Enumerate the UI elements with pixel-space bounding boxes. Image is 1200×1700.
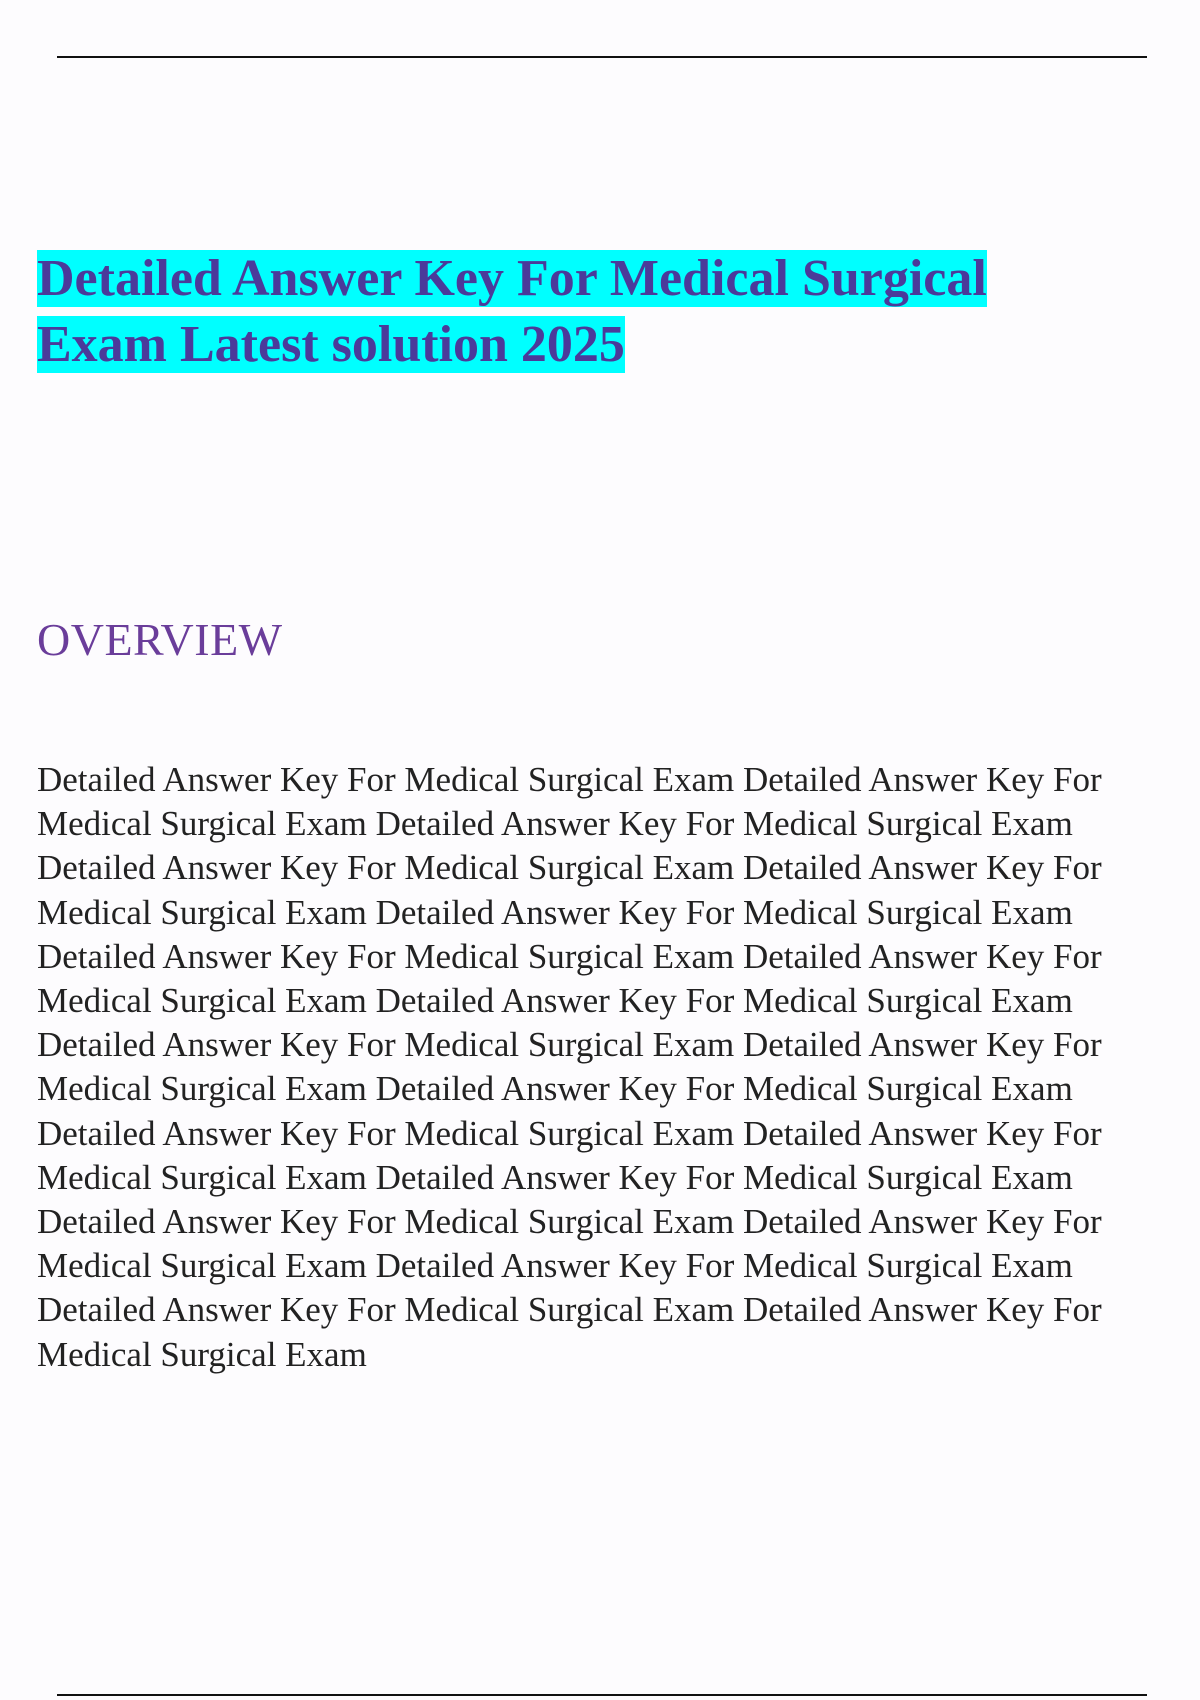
bottom-rule <box>57 1694 1147 1696</box>
document-title <box>37 246 1157 378</box>
top-rule <box>57 56 1147 58</box>
title-line-1: Detailed Answer Key For Medical Surgical <box>37 250 987 307</box>
overview-body-text: Detailed Answer Key For Medical Surgical Exam Detailed Answer Key For Medical Surgical Exam Detailed Answer Key For Medical Surgical Exam Detailed Answer Key For Medical Surgical Exam Detailed Answer Key For Medical Surgical Exam Detailed Answer Key For Medical Surgical Exam Detailed Answer Key For Medical Surgical Exam Detailed Answer Key For Medical Surgical Exam Detailed Answer Key For Medical Surgical Exam Detailed Answer Key For Medical Surgical Exam Detailed Answer Key For Medical Surgical Exam Detailed Answer Key For Medical Surgical Exam Detailed Answer Key For Medical Surgical Exam Detailed Answer Key For Medical Surgical Exam Detailed Answer Key For Medical Surgical Exam Detailed Answer Key For Medical Surgical Exam Detailed Answer Key For Medical Surgical Exam Detailed Answer Key For Medical Surgical Exam Detailed Answer Key For Medical Surgical Exam Detailed Answer Key For Medical Surgical Exam <box>37 760 1102 1374</box>
overview-heading: OVERVIEW <box>37 614 283 665</box>
title-line-2: Exam Latest solution 2025 <box>37 316 625 373</box>
